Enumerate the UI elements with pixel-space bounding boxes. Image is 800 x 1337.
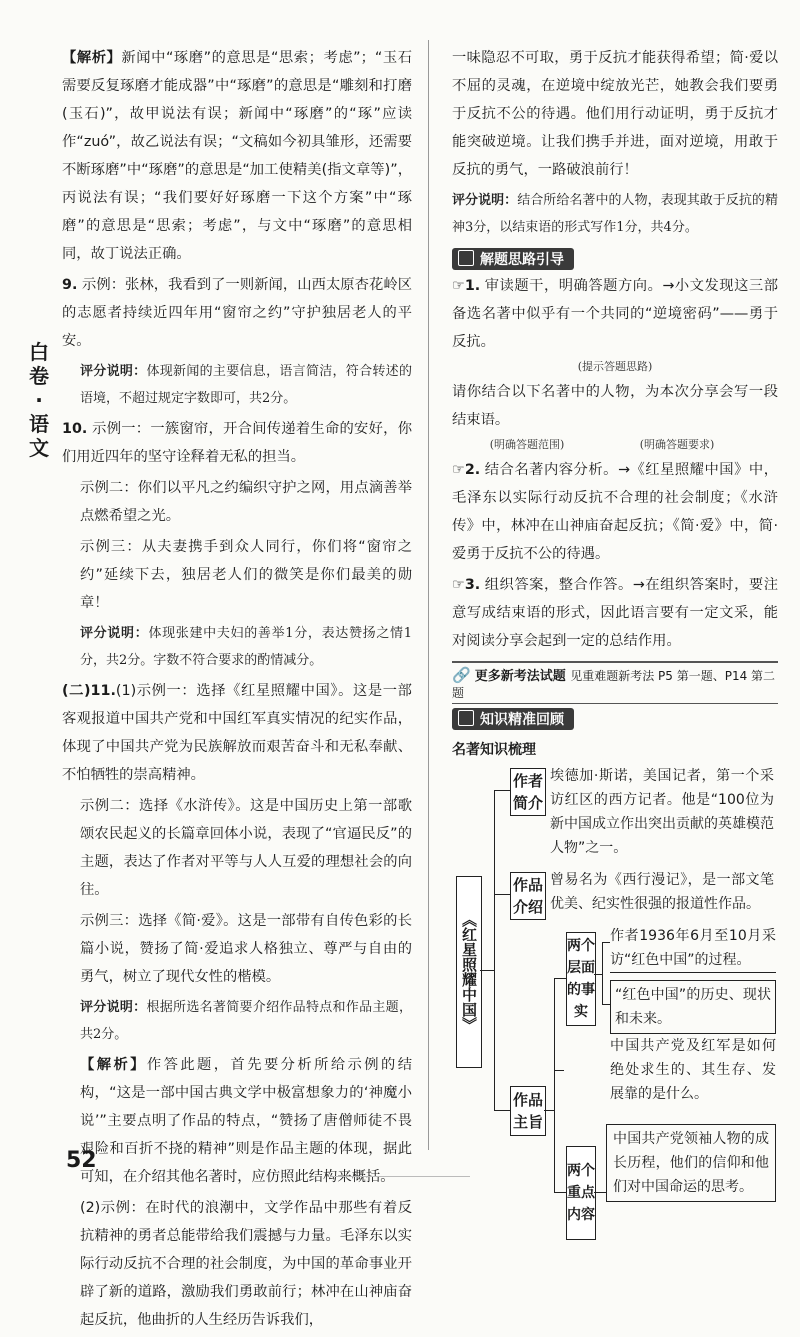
fact2-text: “红色中国”的历史、现状和未来。	[610, 980, 776, 1034]
step3-number: 3.	[464, 577, 481, 593]
pencil-icon	[458, 250, 474, 266]
step3-text: 组织答案，整合作答。→在组织答案时，要注意写成结束语的形式，因此语言要有一定文采，能对阅读分享会起到一定的总结作用。	[452, 577, 778, 649]
q10-ex1	[62, 415, 412, 471]
guide-badge	[452, 248, 574, 270]
q11-eval-label: 评分说明：	[80, 1000, 147, 1015]
q11-ex2: 示例二：选择《水浒传》。这是中国历史上第一部歌颂农民起义的长篇章回体小说，表现了“官逼民反”的主题，表达了作者对平等与人人互爱的理想社会的向往。	[80, 798, 412, 898]
q10-ex1-text: 示例一：一簇窗帘，开合间传递着生命的安好，你们用近四年的坚守诠释着无私的担当。	[62, 421, 413, 465]
q11-eval-text: 根据所选名著简要介绍作品特点和作品主题，共2分。	[80, 1000, 412, 1042]
q9-eval	[62, 358, 412, 412]
connector	[554, 1070, 564, 1071]
book-icon	[458, 710, 474, 726]
step3	[452, 571, 778, 655]
map-title: 名著知识梳理	[452, 742, 536, 758]
step1-note1: (提示答题思路)	[577, 360, 653, 373]
link-icon: 🔗	[452, 666, 471, 684]
connector	[554, 978, 555, 1192]
left-column	[62, 44, 412, 1337]
q11-eval	[62, 994, 412, 1048]
q11-ex1	[62, 677, 412, 789]
theme-label: 作品主旨	[510, 1086, 546, 1136]
q9-answer	[62, 271, 412, 355]
connector	[494, 894, 510, 895]
connector	[494, 790, 495, 1110]
theme-mid-text: 中国共产党及红军是如何绝处求生的、其生存、发展靠的是什么。	[610, 1038, 776, 1102]
facts-label: 两个层面的事实	[566, 932, 596, 1026]
connector	[544, 1110, 554, 1111]
hand-pointer-icon: ☞	[452, 278, 465, 294]
q10-eval	[62, 620, 412, 674]
analysis-text: 新闻中“琢磨”的意思是“思索；考虑”；“玉石需要反复琢磨才能成器”中“琢磨”的意思是“雕刻和打磨(玉石)”，故甲说法有误；新闻中“琢磨”的“琢”应读作“zuó”，故乙说法有误；“文稿如今初具雏形，还需要不断琢磨”中“琢磨”的意思是“加工使精美(指文章等)”，丙说法有误；“我们要好好琢磨一下这个方案”中“琢磨”的意思是“思索；考虑”，与文中“琢磨”的意思相同，故丁说法正确。	[62, 50, 412, 262]
knowledge-mindmap	[452, 764, 778, 1223]
column-divider	[428, 40, 429, 1150]
q9-number: 9.	[62, 277, 78, 293]
connector	[554, 978, 566, 979]
step1-notes	[452, 437, 778, 453]
map-root: 《红星照耀中国》	[456, 876, 482, 1068]
continued-text: 一味隐忍不可取，勇于反抗才能获得希望；简·爱以不屈的灵魂，在逆境中绽放光芒，她教会我们要勇于反抗不公的待遇。他们用行动证明，勇于反抗才能突破逆境。让我们携手并进，面对逆境，用敢于反抗的勇气，一路破浪前行！	[452, 50, 778, 178]
connector	[602, 942, 603, 1004]
q11-2-eval-label: 评分说明：	[452, 193, 518, 208]
q10-ex2: 示例二：你们以平凡之约编织守护之网，用点滴善举点燃希望之光。	[80, 480, 412, 524]
more-ref: 见重难题新考法 P5 第一题、P14 第二题	[452, 669, 776, 700]
side-tag: 白卷·语文	[29, 340, 49, 460]
step1-note3: (明确答题要求)	[639, 438, 715, 451]
connector	[602, 1004, 610, 1005]
key-label: 两个重点内容	[566, 1146, 596, 1240]
connector	[554, 1192, 566, 1193]
knowledge-badge	[452, 708, 574, 730]
q11-analysis-text: 作答此题，首先要分析所给示例的结构，“这是一部中国古典文学中极富想象力的‘神魔小说’”主要点明了作品的特点，“赞扬了唐僧师徒不畏艰险和百折不挠的精神”则是作品主题的体现，据此可知，在介绍其他名著时，应仿照此结构来概括。	[80, 1057, 413, 1185]
knowledge-badge-label: 知识精准回顾	[480, 712, 564, 728]
connector	[494, 1110, 510, 1111]
q11-ex1-text: (1)示例一：选择《红星照耀中国》。这是一部客观报道中国共产党和中国红军真实情况的纪实作品，体现了中国共产党为民族解放而艰苦奋斗和无私奉献、不怕牺牲的崇高精神。	[62, 683, 412, 783]
q11-analysis	[62, 1051, 412, 1191]
connector	[602, 942, 610, 943]
q10-eval-label: 评分说明：	[80, 626, 149, 641]
page-number: 52	[66, 1148, 97, 1173]
step1-note2: (明确答题范围)	[489, 438, 565, 451]
step1-number: 1.	[464, 278, 481, 294]
author-label: 作者简介	[510, 768, 546, 816]
fact1-text: 作者1936年6月至10月采访“红色中国”的过程。	[610, 924, 776, 973]
step1-text2: 请你结合以下名著中的人物，为本次分享会写一段结束语。	[452, 384, 778, 428]
q11-ex3: 示例三：选择《简·爱》。这是一部带有自传色彩的长篇小说，赞扬了简·爱追求人格独立、尊严与自由的勇气，树立了现代女性的楷模。	[80, 913, 412, 985]
guide-badge-label: 解题思路引导	[480, 252, 564, 268]
q10-eval-text: 体现张建中夫妇的善举1分，表达赞扬之情1分，共2分。字数不符合要求的酌情减分。	[80, 626, 412, 668]
intro-text: 曾易名为《西行漫记》，是一部文笔优美、纪实性很强的报道性作品。	[550, 872, 774, 912]
step2-text: 结合名著内容分析。→《红星照耀中国》中，毛泽东以实际行动反抗不合理的社会制度；《水浒传》中，林冲在山神庙奋起反抗；《简·爱》中，简·爱勇于反抗不公的待遇。	[452, 462, 778, 562]
q9-eval-text: 体现新闻的主要信息，语言简洁，符合转述的语境，不超过规定字数即可，共2分。	[80, 364, 412, 406]
hand-pointer-icon: ☞	[452, 577, 465, 593]
q10-ex3: 示例三：从夫妻携手到众人同行，你们将“窗帘之约”延续下去，独居老人们的微笑是你们最美的勋章！	[80, 539, 412, 611]
step1-text: 审读题干，明确答题方向。→小文发现这三部备选名著中似乎有一个共同的“逆境密码”——勇于反抗。	[452, 278, 778, 350]
footer-rule	[330, 1176, 470, 1177]
step2-number: 2.	[464, 462, 481, 478]
author-text: 埃德加·斯诺，美国记者，第一个采访红区的西方记者。他是“100位为新中国成立作出突出贡献的英雄模范人物”之一。	[550, 768, 774, 856]
q10-number: 10.	[62, 421, 88, 437]
q9-eval-label: 评分说明：	[80, 364, 147, 379]
more-tests-bar[interactable]	[452, 661, 778, 704]
connector	[594, 1192, 606, 1193]
analysis-paragraph	[62, 44, 412, 268]
intro-label: 作品介绍	[510, 872, 546, 920]
more-label: 更多新考法试题	[474, 669, 566, 684]
analysis-label: 【解析】	[62, 50, 122, 66]
q9-text: 示例：张林，我看到了一则新闻，山西太原杏花岭区的志愿者持续近四年用“窗帘之约”守护独居老人的平安。	[62, 277, 413, 349]
connector	[480, 970, 494, 971]
key-text: 中国共产党领袖人物的成长历程，他们的信仰和他们对中国命运的思考。	[606, 1124, 776, 1202]
q11-number: (二)11.	[62, 683, 116, 699]
right-column	[452, 44, 778, 1223]
step2	[452, 456, 778, 568]
connector	[494, 790, 510, 791]
q11-analysis-label: 【解析】	[80, 1057, 147, 1073]
hand-pointer-icon: ☞	[452, 462, 465, 478]
q11-part2: (2)示例：在时代的浪潮中，文学作品中那些有着反抗精神的勇者总能带给我们震撼与力量。毛泽东以实际行动反抗不合理的社会制度，为中国的革命事业开辟了新的道路，激励我们勇敢前行；林冲在山神庙奋起反抗，他曲折的人生经历告诉我们，	[80, 1200, 412, 1328]
q11-2-eval-text: 结合所给名著中的人物，表现其敢于反抗的精神3分，以结束语的形式写作1分，共4分。	[452, 193, 778, 235]
connector	[594, 974, 602, 975]
q11-2-eval	[452, 187, 778, 241]
step1	[452, 272, 778, 356]
